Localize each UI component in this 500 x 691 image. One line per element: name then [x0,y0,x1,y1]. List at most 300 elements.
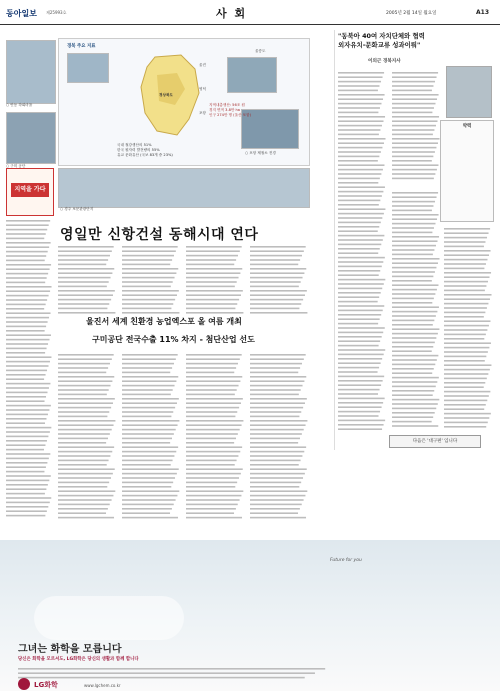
text-lines-placeholder [122,244,180,316]
text-line [250,460,301,462]
text-line [444,228,490,230]
text-line [58,250,112,252]
text-line [186,354,242,356]
text-line [392,98,437,100]
text-line [392,94,439,96]
text-line [392,311,437,313]
text-line [392,359,437,361]
text-line [338,248,380,250]
text-line [392,129,434,131]
page-number: A13 [476,9,489,16]
text-line [186,411,237,413]
text-line [186,433,238,435]
text-line [58,433,110,435]
text-line [338,358,382,360]
text-line [338,340,380,342]
article-body-col-1 [6,218,52,518]
text-line [58,468,115,470]
text-line [186,294,241,296]
text-line [186,259,236,261]
text-line [6,277,47,279]
text-line [444,259,487,261]
text-line [338,314,381,316]
text-line [392,112,432,114]
text-line [392,240,438,242]
text-line [338,230,378,232]
text-lines-placeholder [444,226,492,430]
text-line [444,294,492,296]
text-line [392,399,439,401]
text-line [186,407,239,409]
text-line [392,85,433,87]
text-line [6,290,50,292]
text-line [338,266,382,268]
text-line [186,312,243,314]
text-line [392,214,439,216]
text-lines-placeholder [18,666,338,680]
text-line [122,482,173,484]
text-line [392,232,432,234]
text-line [338,384,381,386]
text-line [338,371,378,373]
text-line [338,362,381,364]
text-line [338,305,384,307]
text-line [250,504,302,506]
text-line [250,290,307,292]
text-line [392,293,435,295]
text-line [392,306,439,308]
text-line [338,235,384,237]
text-line [392,284,438,286]
text-line [338,415,379,417]
text-line [338,393,378,395]
map-stats-list [209,103,299,118]
article-body-col-8 [186,352,244,522]
text-line [6,334,51,336]
text-line [186,504,238,506]
text-line [186,358,240,360]
text-line [444,241,485,243]
text-line [122,299,175,301]
text-line [58,389,109,391]
text-line [250,272,304,274]
ad-subline: 당신은 화학을 모르셔도, LG화학은 당신의 생활과 함께 합니다 [18,657,139,662]
text-line [444,404,486,406]
text-line [338,310,383,312]
text-line [250,367,300,369]
text-line [444,351,488,353]
text-lines-placeholder [58,352,116,522]
text-line [338,226,379,228]
text-line [58,429,112,431]
text-line [444,364,491,366]
text-line [122,429,176,431]
text-line [250,277,303,279]
text-line [186,277,239,279]
text-line [392,302,432,304]
text-line [250,512,298,514]
text-line [122,367,172,369]
text-line [122,495,177,497]
text-line [122,385,175,387]
text-line [392,147,436,149]
text-line [58,281,109,283]
text-line [122,272,176,274]
text-line [338,151,381,153]
text-line [338,411,380,413]
text-line [338,257,385,259]
text-line [122,290,179,292]
text-line [6,330,45,332]
text-line [338,376,384,378]
text-line [250,451,304,453]
text-line [6,343,48,345]
text-line [392,372,432,374]
newspaper-logo: 동아일보 [6,9,37,18]
text-line [444,276,490,278]
text-line [58,255,110,257]
portrait-photo [446,66,492,118]
text-line [250,486,299,488]
text-line [392,107,434,109]
text-line [250,398,307,400]
text-lines-placeholder [6,218,52,518]
text-line [6,374,46,376]
ad-body-text [18,666,338,680]
map-label-pohang: 포항 [199,111,206,115]
text-line [186,389,237,391]
text-line [338,332,383,334]
text-line [122,398,179,400]
text-line [6,242,51,244]
text-line [58,372,106,374]
text-line [6,255,46,257]
photo-caption: ○ 구미 공단 [6,164,26,168]
text-line [250,259,300,261]
text-line [58,380,112,382]
text-line [392,328,439,330]
text-line [392,267,436,269]
text-line [392,350,432,352]
text-line [250,385,303,387]
text-line [122,358,176,360]
text-line [392,276,433,278]
text-line [186,416,235,418]
text-line [392,142,438,144]
text-line [392,192,438,194]
text-line [122,508,172,510]
text-line [6,506,48,508]
text-line [392,364,435,366]
text-line [122,451,176,453]
map-label-uljin: 울진 [199,63,206,67]
text-line [338,178,380,180]
ad-url[interactable]: www.lgchem.co.kr [84,683,121,688]
text-line [338,406,382,408]
text-line [122,402,177,404]
text-line [250,268,306,270]
text-line [122,490,179,492]
text-line [338,204,379,206]
text-line [338,283,384,285]
text-line [338,380,383,382]
text-line [392,377,439,379]
text-line [444,342,491,344]
text-line [250,455,302,457]
text-line [250,411,301,413]
text-line [122,389,173,391]
interview-byline: 이의근 경북지사 [368,59,401,64]
text-line [338,182,378,184]
photo-hahoe-village [67,53,109,83]
text-line [58,358,112,360]
text-line [6,444,45,446]
text-line [338,98,383,100]
text-line [444,338,484,340]
text-line [58,451,112,453]
text-line [186,429,240,431]
text-line [122,286,171,288]
text-line [58,508,108,510]
text-line [338,160,378,162]
text-line [58,490,115,492]
text-line [392,337,436,339]
text-line [338,354,384,356]
text-line [392,403,438,405]
text-line [58,442,106,444]
text-line [122,294,177,296]
text-line [392,412,435,414]
text-lines-placeholder [122,352,180,522]
text-line [122,363,174,365]
text-line [444,400,487,402]
text-line [338,76,383,78]
text-line [338,138,386,140]
text-line [338,323,378,325]
text-line [6,449,44,451]
text-line [6,515,45,517]
text-line [122,407,175,409]
text-line [186,512,234,514]
text-line [338,292,381,294]
text-line [122,512,170,514]
text-line [6,414,48,416]
text-line [6,370,47,372]
text-line [122,486,171,488]
text-line [444,254,489,256]
text-line [6,352,45,354]
text-line [6,427,51,429]
profile-box-title: 약력 [462,124,472,129]
text-line [392,120,438,122]
text-line [250,286,299,288]
text-line [444,413,491,415]
text-line [122,416,171,418]
text-line [6,321,48,323]
text-line [444,382,485,384]
text-line [58,504,110,506]
lg-chem-advertisement[interactable] [0,540,500,691]
text-line [58,486,107,488]
text-line [122,394,171,396]
text-line [444,329,487,331]
text-line [392,138,440,140]
text-line [444,373,488,375]
text-line [6,484,48,486]
text-line [392,134,433,136]
stat-item: 인구 274만 명 (울산 포함) [209,113,252,117]
text-line [250,299,303,301]
text-line [444,422,488,424]
text-line [338,186,385,188]
text-line [186,363,238,365]
text-line [6,312,51,314]
text-line [392,164,438,166]
text-line [444,263,486,265]
profile-box [440,120,494,222]
text-line [444,316,484,318]
text-line [338,103,381,105]
text-line [250,438,300,440]
text-line [338,424,384,426]
text-line [250,354,306,356]
text-line [58,402,113,404]
text-line [6,400,45,402]
text-line [392,254,433,256]
text-line [58,363,110,365]
text-line [338,116,385,118]
text-line [58,259,108,261]
text-line [58,268,114,270]
text-line [6,387,49,389]
text-line [58,367,108,369]
text-line [6,422,45,424]
stat-item: 한국 원자력 발전량의 55% [117,148,160,152]
text-line [58,303,109,305]
text-line [250,446,306,448]
text-line [186,486,235,488]
text-line [338,217,382,219]
issue-number: 제25993호 [46,10,67,15]
text-line [122,477,175,479]
text-line [250,380,304,382]
text-line [58,495,113,497]
text-line [250,442,298,444]
text-line [338,81,381,83]
text-line [392,342,435,344]
text-line [58,376,114,378]
text-line [392,173,435,175]
text-line [6,497,51,499]
text-line [186,508,236,510]
text-line [392,81,435,83]
text-line [58,420,115,422]
text-line [338,420,385,422]
text-line [250,389,301,391]
text-line [338,213,384,215]
text-line [6,458,49,460]
text-line [186,385,239,387]
text-line [6,286,52,288]
text-line [186,446,242,448]
article-body-col-7 [122,352,180,522]
text-line [186,272,240,274]
text-line [338,134,379,136]
next-article-button[interactable]: 다음은 '대구편' 입니다 [389,435,481,448]
text-line [392,289,437,291]
text-line [6,348,47,350]
text-line [6,361,50,363]
text-line [6,462,47,464]
text-line [122,442,170,444]
text-line [6,431,50,433]
text-line [338,345,379,347]
text-line [338,200,380,202]
text-line [392,386,436,388]
text-line [186,460,237,462]
text-line [392,116,439,118]
text-line [6,418,46,420]
text-line [6,268,50,270]
text-line [392,262,438,264]
text-line [122,380,176,382]
text-line [58,473,113,475]
text-line [250,416,299,418]
text-line [444,272,491,274]
text-line [250,372,298,374]
text-line [58,438,108,440]
text-line [392,151,435,153]
text-line [444,356,486,358]
text-line [392,205,433,207]
text-line [338,208,385,210]
interview-body-col-1 [338,70,386,430]
text-line [58,264,106,266]
text-line [392,280,432,282]
text-lines-placeholder [338,70,386,430]
text-line [6,405,51,407]
text-line [392,355,438,357]
text-line [186,477,239,479]
text-line [338,94,385,96]
text-line [6,471,44,473]
text-line [58,464,107,466]
issue-date: 2005년 2월 14일 월요일 [386,11,437,16]
text-line [338,173,381,175]
text-line [444,320,490,322]
region-map-graphic [58,38,310,166]
text-line [392,315,436,317]
text-line [122,424,178,426]
text-line [392,223,435,225]
text-line [250,394,299,396]
text-line [338,191,383,193]
text-line [392,381,437,383]
text-line [6,409,49,411]
text-line [444,281,488,283]
text-line [186,473,241,475]
text-line [58,290,115,292]
text-line [338,142,384,144]
interview-body-col-3 [392,190,440,430]
text-line [250,464,299,466]
text-line [338,129,380,131]
text-line [58,308,107,310]
text-line [250,429,304,431]
page-header [0,0,500,25]
text-line [338,222,381,224]
text-line [186,464,235,466]
